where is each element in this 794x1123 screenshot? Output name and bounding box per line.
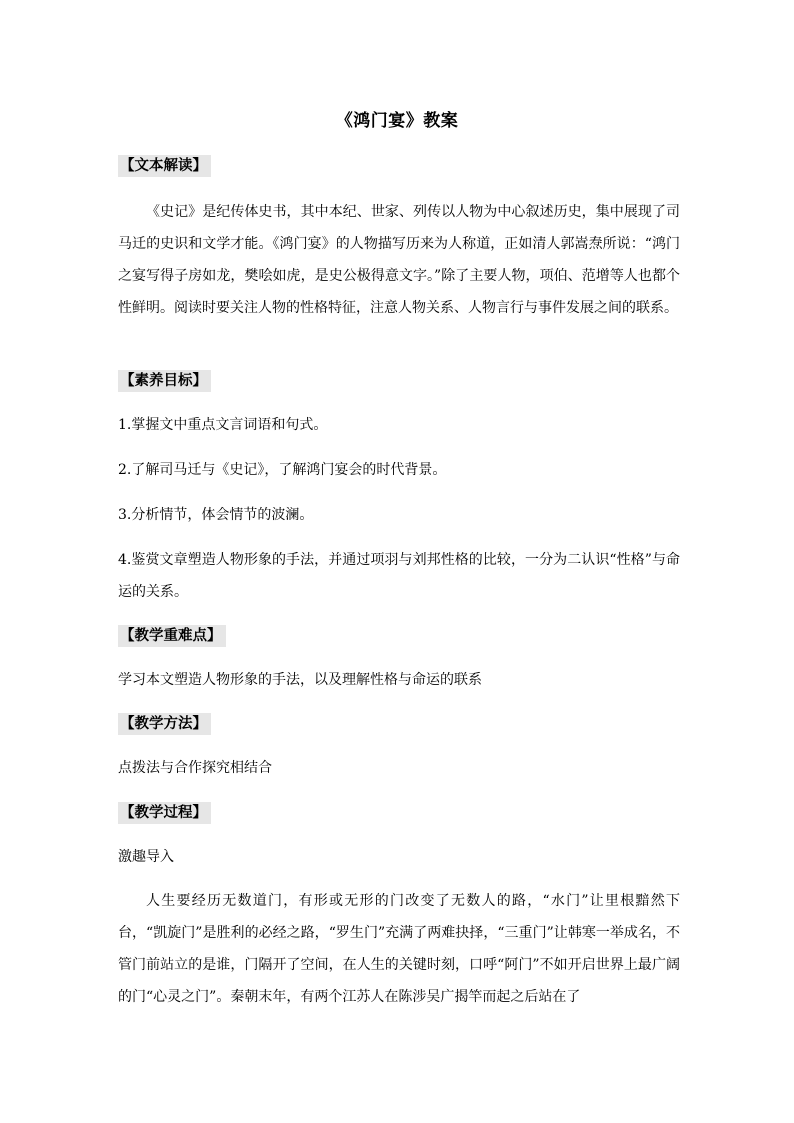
goal-item-4: 4.鉴赏文章塑造人物形象的手法，并通过项羽与刘邦性格的比较，一分为二认识“性格”与命运的关系。 (118, 552, 680, 600)
goal-item-2: 2.了解司马迁与《史记》，了解鸿门宴会的时代背景。 (118, 462, 447, 478)
section-heading-key-points: 【教学重难点】 (118, 625, 226, 647)
process-subheading: 激趣导入 (118, 849, 174, 865)
text-reading-paragraph: 《史记》是纪传体史书，其中本纪、世家、列传以人物为中心叙述历史，集中展现了司马迁的史识和文学才能。《鸿门宴》的人物描写历来为人称道，正如清人郭嵩焘所说：“鸿门之宴写得子房如龙，樊哙如虎，是史公极得意文字。”除了主要人物，项伯、范增等人也都个性鲜明。阅读时要关注人物的性格特征，注意人物关系、人物言行与事件发展之间的联系。 (118, 204, 680, 316)
process-paragraph: 人生要经历无数道门，有形或无形的门改变了无数人的路，“水门”让里根黯然下台，“凯旋门”是胜利的必经之路，“罗生门”充满了两难抉择，“三重门”让韩寒一举成名，不管门前站立的是谁，门隔开了空间，在人生的关键时刻，口呼“阿门”不如开启世界上最广阔的门“心灵之门”。秦朝末年，有两个江苏人在陈涉吴广揭竿而起之后站在了 (118, 893, 680, 1005)
goal-item-3: 3.分析情节，体会情节的波澜。 (118, 507, 314, 523)
section-heading-process: 【教学过程】 (118, 802, 211, 824)
section-heading-text-reading: 【文本解读】 (118, 155, 211, 177)
key-points-text: 学习本文塑造人物形象的手法，以及理解性格与命运的联系 (118, 672, 482, 688)
section-heading-goals: 【素养目标】 (118, 370, 211, 392)
document-title: 《鸿门宴》教案 (335, 111, 459, 131)
methods-text: 点拨法与合作探究相结合 (118, 760, 272, 776)
goal-item-1: 1.掌握文中重点文言词语和句式。 (118, 417, 328, 433)
section-heading-methods: 【教学方法】 (118, 713, 211, 735)
